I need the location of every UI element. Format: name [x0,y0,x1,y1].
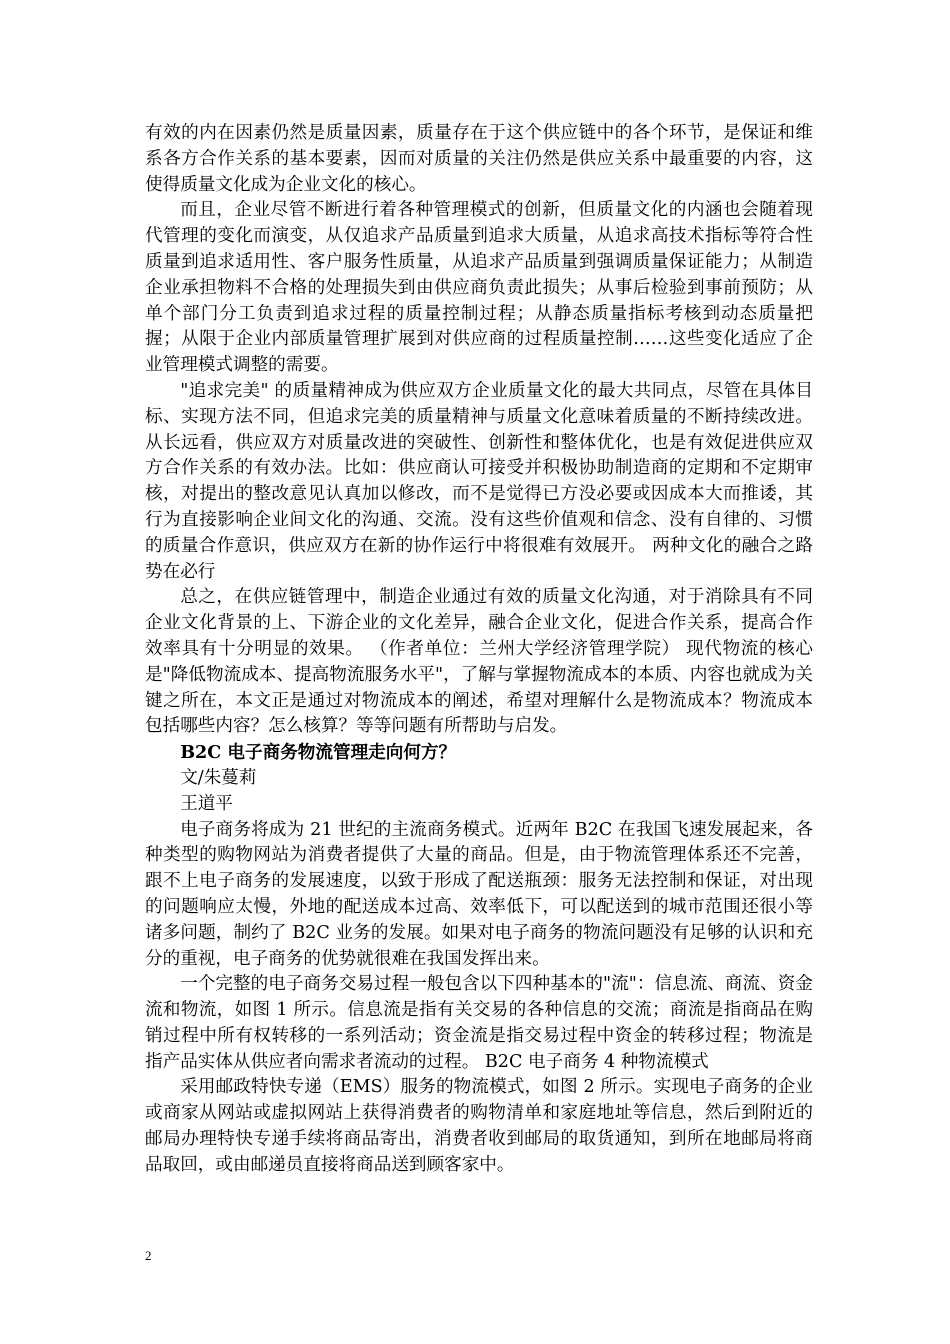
article-title: B2C 电子商务物流管理走向何方？ [180,742,457,764]
document-body [145,121,813,1179]
paragraph-pursuit-of-perfection: "追求完美" 的质量精神成为供应双方企业质量文化的最大共同点，尽管在具体目标、实现方法不同，但追求完美的质量精神与质量文化意味着质量的不断持续改进。从长远看，供应双方对质量改进的突破性、创新性和整体优化，也是有效促进供应双方合作关系的有效办法。比如：供应商认可接受并积极协助制造商的定期和不定期审核，对提出的整改意见认真加以修改，而不是觉得已方没必要或因成本大而推诿，其行为直接影响企业间文化的沟通、交流。没有这些价值观和信念、没有自律的、习惯的质量合作意识，供应双方在新的协作运行中将很难有效展开。 两种文化的融合之路势在必行 [145,380,813,582]
paragraph-quality-core: 有效的内在因素仍然是质量因素，质量存在于这个供应链中的各个环节，是保证和维系各方合作关系的基本要素，因而对质量的关注仍然是供应关系中最重要的内容，这使得质量文化成为企业文化的核心。 [145,123,813,195]
author-name: 王道平 [180,793,233,814]
paragraph-ems-mode: 采用邮政特快专递（EMS）服务的物流模式，如图 2 所示。实现电子商务的企业或商家从网站或虚拟网站上获得消费者的购物清单和家庭地址等信息，然后到附近的邮局办理特快专递手续将商品寄出，消费者收到邮局的取货通知，到所在地邮局将商品取回，或由邮递员直接将商品送到顾客家中。 [145,1077,813,1175]
paragraph-four-flows: 一个完整的电子商务交易过程一般包含以下四种基本的"流"：信息流、商流、资金流和物流，如图 1 所示。信息流是指有关交易的各种信息的交流；商流是指商品在购销过程中所有权转移的一系列活动；资金流是指交易过程中资金的转移过程；物流是指产品实体从供应者向需求者流动的过程。 B2C 电子商务 4 种物流模式 [145,974,813,1072]
paragraph-ecommerce-intro: 电子商务将成为 21 世纪的主流商务模式。近两年 B2C 在我国飞速发展起来，各种类型的购物网站为消费者提供了大量的商品。但是，由于物流管理体系还不完善，跟不上电子商务的发展速度，以致于形成了配送瓶颈：服务无法控制和保证，对出现的问题响应太慢，外地的配送成本过高、效率低下，可以配送到的城市范围还很小等诸多问题，制约了 B2C 业务的发展。如果对电子商务的物流问题没有足够的认识和充分的重视，电子商务的优势就很难在我国发挥出来。 [145,819,813,969]
paragraph-summary: 总之，在供应链管理中，制造企业通过有效的质量文化沟通，对于消除具有不同企业文化背景的上、下游企业的文化差异，融合企业文化，促进合作关系，提高合作效率具有十分明显的效果。 （作者单位：兰州大学经济管理学院） 现代物流的核心是"降低物流成本、提高物流服务水平"，了解与掌握物流成本的本质、内容也就成为关键之所在，本文正是通过对物流成本的阐述，希望对理解什么是物流成本？物流成本包括哪些内容？怎么核算？等等问题有所帮助与启发。 [145,587,813,737]
paragraph-quality-culture-evolution: 而且，企业尽管不断进行着各种管理模式的创新，但质量文化的内涵也会随着现代管理的变化而演变，从仅追求产品质量到追求大质量，从追求高技术指标等符合性质量到追求适用性、客户服务性质量，从追求产品质量到强调质量保证能力；从制造企业承担物料不合格的处理损失到由供应商负责此损失；从事后检验到事前预防；从单个部门分工负责到追求过程的质量控制过程；从静态质量指标考核到动态质量把握；从限于企业内部质量管理扩展到对供应商的过程质量控制……这些变化适应了企业管理模式调整的需要。 [145,200,813,376]
page-number: 2 [145,1248,152,1263]
author-line: 文/朱蔓莉 [180,767,257,788]
